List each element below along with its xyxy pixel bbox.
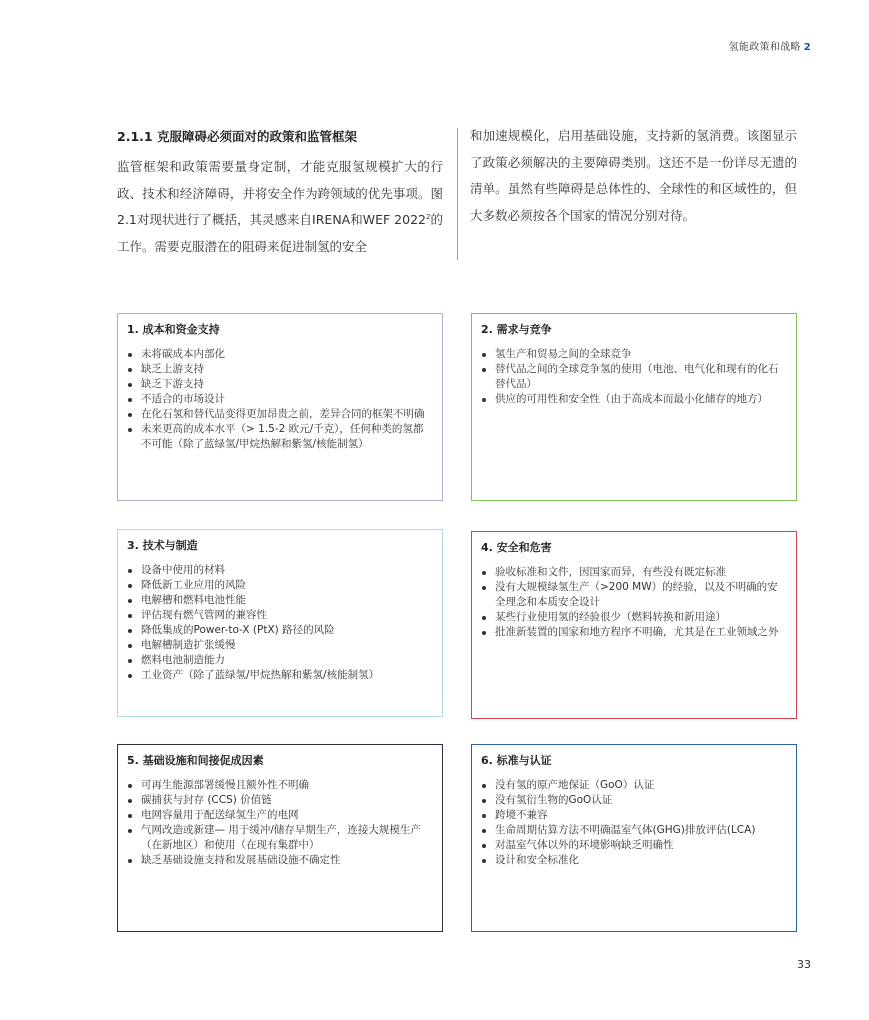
page-number: 33 — [797, 958, 811, 971]
box-title: 1. 成本和资金支持 — [127, 323, 220, 336]
list-item: 不适合的市场设计 — [127, 392, 432, 407]
running-header — [729, 38, 811, 53]
list-item: 缺乏上游支持 — [127, 362, 432, 377]
barrier-box-infrastructure — [117, 744, 443, 932]
list-item: 生命周期估算方法不明确温室气体(GHG)排放评估(LCA) — [481, 823, 786, 838]
barrier-box-technology — [117, 529, 443, 717]
box-list — [127, 778, 432, 868]
box-list — [127, 563, 432, 683]
box-title: 2. 需求与竞争 — [481, 323, 552, 336]
barrier-box-cost — [117, 313, 443, 501]
barrier-box-standards — [471, 744, 797, 932]
list-item: 燃料电池制造能力 — [127, 653, 432, 668]
list-item: 降低新工业应用的风险 — [127, 578, 432, 593]
list-item: 电网容量用于配送绿氢生产的电网 — [127, 808, 432, 823]
box-list — [481, 778, 786, 868]
box-list — [481, 347, 786, 407]
list-item: 缺乏基础设施支持和发展基础设施不确定性 — [127, 853, 432, 868]
chapter-number: 2 — [803, 42, 811, 53]
list-item: 批准新装置的国家和地方程序不明确，尤其是在工业领域之外 — [481, 625, 786, 640]
list-item: 电解槽制造扩张缓慢 — [127, 638, 432, 653]
intro-paragraph-left — [117, 154, 443, 260]
barrier-box-demand — [471, 313, 797, 501]
intro-paragraph-right: 和加速规模化，启用基础设施，支持新的氢消费。该图显示了政策必须解决的主要障碍类别。这还不是一份详尽无遗的清单。虽然有些障碍是总体性的、全球性的和区域性的，但大多数必须按各个国家的情况分别对待。 — [470, 128, 797, 223]
list-item: 供应的可用性和安全性（由于高成本而最小化储存的地方） — [481, 392, 786, 407]
list-item: 设备中使用的材料 — [127, 563, 432, 578]
section-heading: 2.1.1 克服障碍必须面对的政策和监管框架 — [117, 129, 357, 144]
list-item: 对温室气体以外的环境影响缺乏明确性 — [481, 838, 786, 853]
list-item: 电解槽和燃料电池性能 — [127, 593, 432, 608]
list-item: 气网改造或新建— 用于缓冲/储存早期生产，连接大规模生产（在新地区）和使用（在现有集群中） — [127, 823, 432, 853]
box-list — [481, 565, 786, 640]
intro-left-column — [117, 128, 458, 260]
list-item: 未将碳成本内部化 — [127, 347, 432, 362]
list-item: 替代品之间的全球竞争氢的使用（电池、电气化和现有的化石替代品） — [481, 362, 786, 392]
list-item: 碳捕获与封存 (CCS) 价值链 — [127, 793, 432, 808]
barrier-box-safety — [471, 531, 797, 719]
header-title: 氢能政策和战略 — [728, 42, 801, 53]
list-item: 降低集成的Power-to-X (PtX) 路径的风险 — [127, 623, 432, 638]
list-item: 验收标准和文件，因国家而异，有些没有既定标准 — [481, 565, 786, 580]
box-title: 6. 标准与认证 — [481, 754, 552, 767]
intro-text-after-footnote: 的工作。需要克服潜在的阻碍来促进制氢的安全 — [117, 212, 443, 254]
box-title: 3. 技术与制造 — [127, 539, 198, 552]
list-item: 缺乏下游支持 — [127, 377, 432, 392]
list-item: 设计和安全标准化 — [481, 853, 786, 868]
list-item: 跨境不兼容 — [481, 808, 786, 823]
footnote-marker: 2 — [426, 212, 431, 221]
box-list — [127, 347, 432, 452]
list-item: 氢生产和贸易之间的全球竞争 — [481, 347, 786, 362]
list-item: 可再生能源部署缓慢且额外性不明确 — [127, 778, 432, 793]
list-item: 某些行业使用氢的经验很少（燃料转换和新用途） — [481, 610, 786, 625]
list-item: 评估现有燃气管网的兼容性 — [127, 608, 432, 623]
list-item: 工业资产（除了蓝绿氢/甲烷热解和紫氢/核能制氢） — [127, 668, 432, 683]
list-item: 没有大规模绿氢生产（>200 MW）的经验，以及不明确的安全理念和本质安全设计 — [481, 580, 786, 610]
intro-text-before-footnote: 监管框架和政策需要量身定制，才能克服氢规模扩大的行政、技术和经济障碍，并将安全作为跨领域的优先事项。图2.1对现状进行了概括，其灵感来自IRENA和WEF 2022 — [117, 159, 443, 227]
box-title: 4. 安全和危害 — [481, 541, 552, 554]
intro-section — [117, 128, 797, 260]
intro-right-column — [458, 128, 797, 260]
list-item: 在化石氢和替代品变得更加昂贵之前，差异合同的框架不明确 — [127, 407, 432, 422]
list-item: 没有氢衍生物的GoO认证 — [481, 793, 786, 808]
list-item: 没有氢的原产地保证（GoO）认证 — [481, 778, 786, 793]
list-item: 未来更高的成本水平（> 1.5-2 欧元/千克），任何种类的氢都不可能（除了蓝绿氢/甲烷热解和紫氢/核能制氢） — [127, 422, 432, 452]
box-title: 5. 基础设施和间接促成因素 — [127, 754, 264, 767]
